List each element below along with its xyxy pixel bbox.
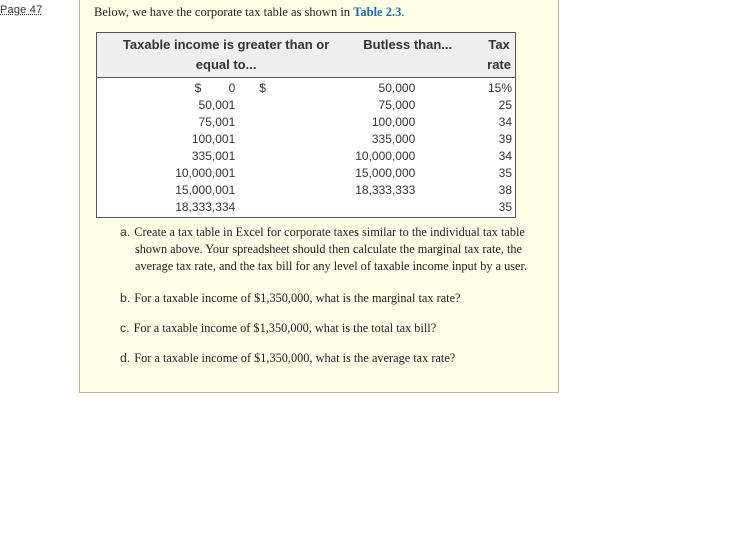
cell-greater-equal: 50,001	[198, 98, 236, 112]
cell-less-than	[355, 199, 483, 218]
cell-tax-rate: 34	[498, 149, 512, 163]
cell-greater-equal: 335,001	[191, 149, 236, 163]
header-greater-equal: Taxable income is greater than or equal to...	[97, 33, 356, 78]
cell-less-than: 100,000	[371, 115, 416, 129]
table-row	[97, 165, 516, 182]
table-row	[97, 148, 516, 165]
cell-tax-rate: 35	[498, 200, 512, 214]
cell-less-than: 75,000	[378, 98, 416, 112]
intro-end: .	[401, 5, 405, 19]
header-less-than: Butless than...	[355, 33, 483, 78]
questions	[120, 224, 550, 365]
cell-greater-equal: 10,000,001	[175, 166, 236, 180]
question-a: a. Create a tax table in Excel for corporate taxes similar to the individual tax table shown above. Your spreadsheet should then calculate the marginal tax rate, the average tax rate, and the tax bill for any level of taxable income input by a user.	[120, 225, 527, 273]
question-b: b. For a taxable income of $1,350,000, what is the marginal tax rate?	[120, 291, 461, 305]
header-tax-rate: Tax rate	[483, 33, 515, 78]
cell-less-than: $ 50,000	[259, 81, 416, 95]
page-link[interactable]: Page 47	[0, 4, 43, 16]
cell-less-than: 15,000,000	[355, 166, 416, 180]
cell-greater-equal: 100,001	[191, 132, 236, 146]
question-d: d. For a taxable income of $1,350,000, what is the average tax rate?	[120, 351, 456, 365]
table-row	[97, 114, 516, 131]
cell-tax-rate: 39	[498, 132, 512, 146]
cell-tax-rate: 34	[498, 115, 512, 129]
intro-text	[94, 5, 404, 20]
table-row	[97, 97, 516, 114]
cell-tax-rate: 38	[498, 183, 512, 197]
intro-body: Below, we have the corporate tax table as shown in	[94, 5, 354, 19]
cell-greater-equal: 15,000,001	[175, 183, 236, 197]
table-header-row	[97, 33, 516, 78]
cell-greater-equal: 75,001	[198, 115, 236, 129]
cell-tax-rate: 25	[498, 98, 512, 112]
cell-greater-equal: 18,333,334	[175, 200, 236, 214]
table-reference-link[interactable]: Table 2.3	[353, 5, 402, 19]
table-row	[97, 182, 516, 199]
cell-tax-rate: 35	[498, 166, 512, 180]
problem-panel	[79, 0, 559, 393]
table-row	[97, 199, 516, 218]
cell-less-than: 18,333,333	[355, 183, 416, 197]
table-row	[97, 78, 516, 98]
cell-tax-rate: 15%	[487, 81, 512, 95]
cell-greater-equal: $ 0	[194, 81, 236, 95]
cell-less-than: 10,000,000	[355, 149, 416, 163]
question-c: c. For a taxable income of $1,350,000, what is the total tax bill?	[120, 321, 437, 335]
cell-less-than: 335,000	[371, 132, 416, 146]
corporate-tax-table	[96, 32, 516, 218]
table-row	[97, 131, 516, 148]
